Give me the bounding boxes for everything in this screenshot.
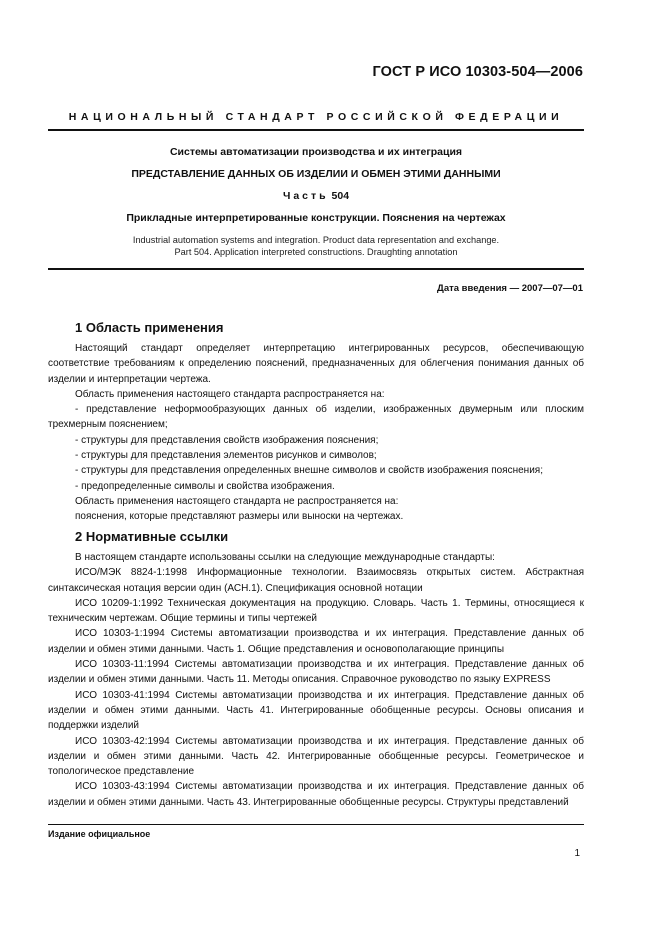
national-standard-heading: НАЦИОНАЛЬНЫЙ СТАНДАРТ РОССИЙСКОЙ ФЕДЕРАЦИИ [68,111,564,123]
paragraph: - предопределенные символы и свойства изображения. [75,480,335,492]
paragraph: - структуры для представления определенных внешне символов и свойств изображения пояснения; [75,465,543,477]
reference-item: ИСО 10303-11:1994 Системы автоматизации производства и их интеграция. Представление данных об изделии и обмен этими данными. Часть 11. Методы описания. Справочное руководство по языку EXPRESS [48,659,584,686]
page-number: 1 [574,848,580,859]
paragraph: В настоящем стандарте использованы ссылки на следующие международные стандарты: [75,552,495,563]
section-body [48,341,584,525]
subtitle: Прикладные интерпретированные конструкции. Пояснения на чертежах [126,212,506,224]
paragraph: Область применения настоящего стандарта распространяется на: [75,388,385,400]
reference-item: ИСО 10303-1:1994 Системы автоматизации производства и их интеграция. Представление данных об изделии и обмен этими данными. Часть 1. Общие представления и основополагающие принципы [48,628,584,655]
reference-item: ИСО 10303-43:1994 Системы автоматизации производства и их интеграция. Представление данных об изделии и обмен этими данными. Часть 43. Интегрированные обобщенные ресурсы. Структуры представлений [48,781,584,808]
paragraph: - представление неформообразующих данных об изделии, изображенных двумерным или плоским трехмерным пояснением; [48,404,584,431]
reference-item: ИСО 10303-41:1994 Системы автоматизации производства и их интеграция. Представление данных об изделии и обмен этими данными. Часть 41. Интегрированные обобщенные ресурсы. Основы описания и поддержки изделий [48,689,584,732]
section-scope [48,320,584,525]
english-title-line-2: Part 504. Application interpreted constructions. Draughting annotation [174,246,458,257]
section-title: 1 Область применения [75,320,224,335]
document-number: ГОСТ Р ИСО 10303-504—2006 [372,64,583,80]
introduction-date: Дата введения — 2007—07—01 [437,283,583,294]
section-body [48,550,584,810]
part-number: 504 [331,190,350,202]
paragraph: пояснения, которые представляют размеры или выноски на чертежах. [75,511,404,523]
reference-item: ИСО 10303-42:1994 Системы автоматизации производства и их интеграция. Представление данных об изделии и обмен этими данными. Часть 42. Интегрированные обобщенные ресурсы. Геометрическое и топологическое представление [48,735,584,778]
reference-item: ИСО/МЭК 8824-1:1998 Информационные технологии. Взаимосвязь открытых систем. Абстрактная синтаксическая нотация версии один (АСН.1). Спецификация основной нотации [48,567,584,594]
english-title-line-1: Industrial automation systems and integration. Product data representation and exchange. [132,235,500,245]
edition-label: Издание официальное [48,829,151,839]
part-heading [48,190,584,202]
section-normative-references [48,529,584,810]
paragraph: - структуры для представления элементов рисунков и символов; [75,450,377,462]
footer-divider [48,824,584,825]
paragraph: Область применения настоящего стандарта не распространяется на: [75,495,399,507]
section-title: 2 Нормативные ссылки [75,529,229,544]
reference-item: ИСО 10209-1:1992 Техническая документация на продукцию. Словарь. Часть 1. Термины, относящиеся к техническим чертежам. Общие термины и типы чертежей [48,597,584,625]
part-word: Часть [282,190,329,202]
title-divider [48,268,584,270]
paragraph: - структуры для представления свойств изображения пояснения; [75,434,379,446]
paragraph: Настоящий стандарт определяет интерпретацию интегрированных ресурсов, обеспечивающую соответствие требованиям к определению пояснений, предназначенных для облегчения понимания данных об изделии и интерпретации чертежа. [48,343,584,385]
series-title: Системы автоматизации производства и их интеграция [169,146,463,158]
main-title: ПРЕДСТАВЛЕНИЕ ДАННЫХ ОБ ИЗДЕЛИИ И ОБМЕН ЭТИМИ ДАННЫМИ [131,168,501,180]
top-divider [48,129,584,131]
english-title [48,235,584,258]
